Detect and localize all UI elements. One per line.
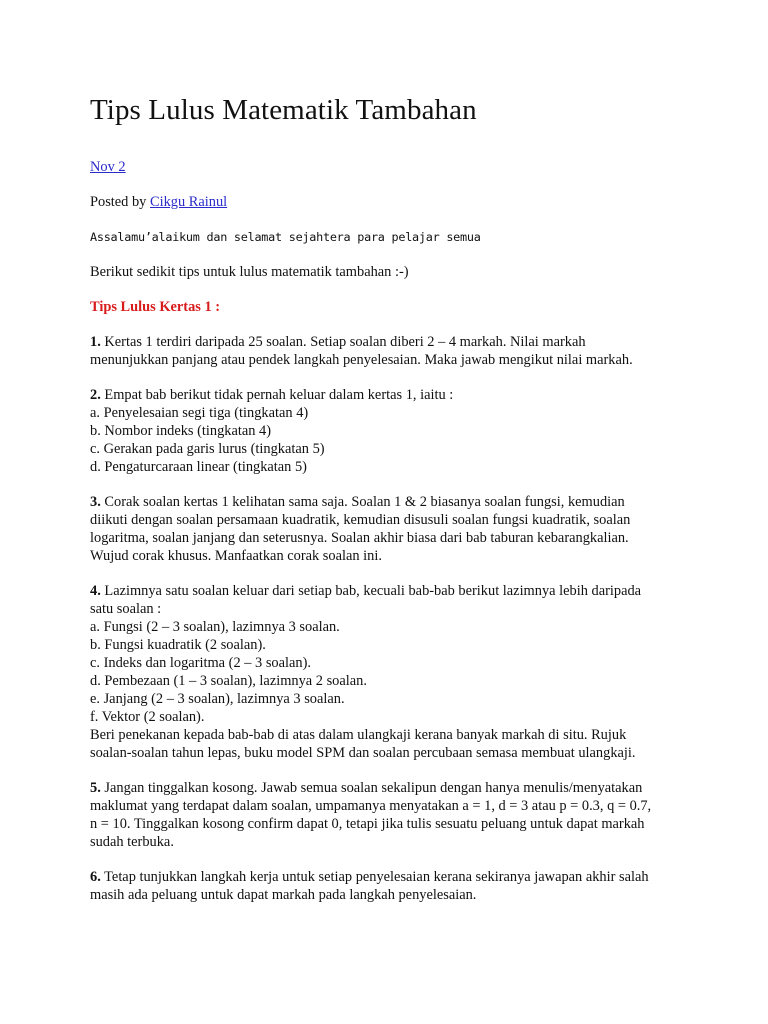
tip-line-text: satu soalan :	[90, 601, 162, 617]
tip-line-text: Kertas 1 terdiri daripada 25 soalan. Setiap soalan diberi 2 – 4 markah. Nilai markah	[104, 334, 586, 350]
tip-number: 2.	[90, 387, 101, 403]
tip-line	[90, 440, 700, 458]
tip-line-text: d. Pembezaan (1 – 3 soalan), lazimnya 2 soalan.	[90, 673, 367, 689]
tip-item	[90, 582, 700, 762]
tip-line	[90, 779, 700, 797]
tip-item	[90, 386, 700, 476]
greeting-text: Assalamu’alaikum dan selamat sejahtera para pelajar semua	[90, 230, 481, 244]
tip-line	[90, 529, 700, 547]
tip-line-text: menunjukkan panjang atau pendek langkah penyelesaian. Maka jawab mengikut nilai markah.	[90, 352, 633, 368]
blog-post	[90, 92, 700, 921]
tip-line	[90, 672, 700, 690]
tip-line	[90, 582, 700, 600]
tip-line-text: logaritma, soalan janjang dan seterusnya. Soalan akhir biasa dari bab taburan kebarangkalian.	[90, 530, 629, 546]
post-date-link[interactable]: Nov 2	[90, 159, 126, 175]
tip-line	[90, 726, 700, 744]
tip-number: 5.	[90, 780, 101, 796]
tip-number: 3.	[90, 494, 101, 510]
tip-item	[90, 493, 700, 565]
tip-line	[90, 690, 700, 708]
tip-line-text: b. Nombor indeks (tingkatan 4)	[90, 423, 272, 439]
tip-line-text: Corak soalan kertas 1 kelihatan sama saja. Soalan 1 & 2 biasanya soalan fungsi, kemudian	[104, 494, 625, 510]
tip-line	[90, 797, 700, 815]
tip-line-text: c. Gerakan pada garis lurus (tingkatan 5)	[90, 441, 325, 457]
tip-item	[90, 333, 700, 369]
tip-line-text: maklumat yang terdapat dalam soalan, umpamanya menyatakan a = 1, d = 3 atau p = 0.3, q = 0.7,	[90, 798, 652, 814]
tip-item	[90, 868, 700, 904]
tip-line	[90, 868, 700, 886]
post-title: Tips Lulus Matematik Tambahan	[90, 94, 477, 126]
tips-list	[90, 333, 700, 904]
tip-line-text: Tetap tunjukkan langkah kerja untuk setiap penyelesaian kerana sekiranya jawapan akhir salah	[104, 869, 649, 885]
tip-number: 1.	[90, 334, 101, 350]
tip-line-text: c. Indeks dan logaritma (2 – 3 soalan).	[90, 655, 311, 671]
tip-line-text: a. Penyelesaian segi tiga (tingkatan 4)	[90, 405, 309, 421]
tip-line-text: d. Pengaturcaraan linear (tingkatan 5)	[90, 459, 307, 475]
intro-text: Berikut sedikit tips untuk lulus matematik tambahan :-)	[90, 264, 409, 280]
tip-number: 6.	[90, 869, 101, 885]
tip-line	[90, 333, 700, 351]
tip-line	[90, 618, 700, 636]
tip-line	[90, 386, 700, 404]
tip-line-text: masih ada peluang untuk dapat markah pada langkah penyelesaian.	[90, 887, 477, 903]
tip-line	[90, 744, 700, 762]
tip-line	[90, 404, 700, 422]
tip-line	[90, 458, 700, 476]
tip-line-text: Lazimnya satu soalan keluar dari setiap bab, kecuali bab-bab berikut lazimnya lebih daripada	[104, 583, 642, 599]
tip-line-text: sudah terbuka.	[90, 834, 174, 850]
tip-line	[90, 511, 700, 529]
tip-line	[90, 600, 700, 618]
tip-line-text: soalan-soalan tahun lepas, buku model SPM dan soalan percubaan semasa membuat ulangkaji.	[90, 745, 636, 761]
tip-line	[90, 708, 700, 726]
tip-number: 4.	[90, 583, 101, 599]
section-heading: Tips Lulus Kertas 1 :	[90, 299, 221, 315]
tip-line	[90, 493, 700, 511]
tip-line	[90, 422, 700, 440]
tip-line-text: Jangan tinggalkan kosong. Jawab semua soalan sekalipun dengan hanya menulis/menyatakan	[104, 780, 643, 796]
posted-by-line	[90, 193, 700, 211]
tip-line-text: Wujud corak khusus. Manfaatkan corak soalan ini.	[90, 548, 382, 564]
tip-line-text: a. Fungsi (2 – 3 soalan), lazimnya 3 soalan.	[90, 619, 340, 635]
tip-line	[90, 351, 700, 369]
tip-line	[90, 815, 700, 833]
tip-line-text: b. Fungsi kuadratik (2 soalan).	[90, 637, 266, 653]
tip-line-text: e. Janjang (2 – 3 soalan), lazimnya 3 soalan.	[90, 691, 345, 707]
tip-line	[90, 636, 700, 654]
tip-line	[90, 547, 700, 565]
tip-line-text: f. Vektor (2 soalan).	[90, 709, 205, 725]
author-link[interactable]: Cikgu Rainul	[149, 194, 228, 210]
posted-by-label: Posted by	[90, 194, 147, 210]
tip-line	[90, 886, 700, 904]
tip-line	[90, 654, 700, 672]
tip-line-text: Beri penekanan kepada bab-bab di atas dalam ulangkaji kerana banyak markah di situ. Rujuk	[90, 727, 627, 743]
tip-line-text: Empat bab berikut tidak pernah keluar dalam kertas 1, iaitu :	[104, 387, 454, 403]
tip-line-text: n = 10. Tinggalkan kosong confirm dapat 0, tetapi jika tulis sesuatu peluang untuk dapat markah	[90, 816, 645, 832]
tip-line-text: diikuti dengan soalan persamaan kuadratik, kemudian disusuli soalan fungsi kuadratik, soalan	[90, 512, 631, 528]
tip-line	[90, 833, 700, 851]
tip-item	[90, 779, 700, 851]
